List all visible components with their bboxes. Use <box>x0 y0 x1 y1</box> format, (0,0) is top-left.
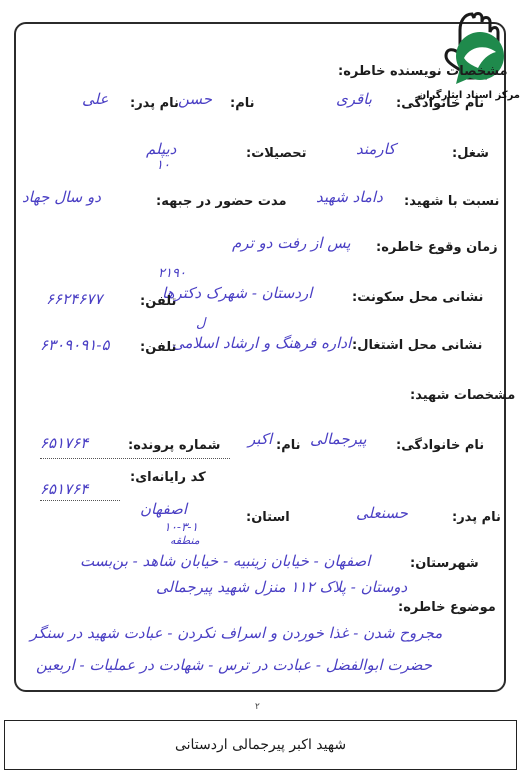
author-job-value: کارمند <box>356 140 396 158</box>
author-relation-value: داماد شهید <box>316 188 383 206</box>
martyr-topic-value-2: حضرت ابوالفضل - عبادت در ترس - شهادت در عملیات - اربعین <box>36 656 432 674</box>
author-address-value: اردستان - شهرک دکترها <box>162 284 313 302</box>
author-work-phone-label: تلفن: <box>140 340 177 355</box>
author-name-label: نام: <box>230 96 255 111</box>
logo-text: مرکز اسناد ایثارگران <box>417 90 520 101</box>
author-education-label: تحصیلات: <box>246 146 307 161</box>
author-address-label: نشانی محل سکونت: <box>352 290 484 305</box>
martyr-province-note-2: منطقه <box>170 534 200 547</box>
martyr-province-label: استان: <box>246 510 290 525</box>
author-work-phone-value: ۶۳۰۹۰۹۱-۵ <box>40 336 110 354</box>
martyr-father-label: نام پدر: <box>452 510 501 525</box>
author-address-note: ۲۱۹۰ <box>158 266 186 281</box>
martyr-code-value: ۶۵۱۷۶۴ <box>40 480 89 498</box>
author-father-value: علی <box>82 90 109 108</box>
author-father-label: نام پدر: <box>130 96 179 111</box>
martyr-name-label: نام: <box>276 438 301 453</box>
martyr-family-value: پیرجمالی <box>310 430 367 448</box>
code-dotted-line <box>40 500 120 501</box>
author-phone-label: تلفن: <box>140 294 177 309</box>
martyr-file-value: ۶۵۱۷۶۴ <box>40 434 89 452</box>
martyr-section-title: مشخصات شهید: <box>410 388 516 403</box>
author-relation-label: نسبت با شهید: <box>404 194 500 209</box>
martyr-father-value: حسنعلی <box>356 504 408 522</box>
author-front-value: دو سال جهاد <box>22 188 101 206</box>
martyr-province-value: اصفهان <box>140 500 187 518</box>
author-time-label: زمان وقوع خاطره: <box>376 240 498 255</box>
file-dotted-line <box>40 458 230 459</box>
author-family-label: نام خانوادگی: <box>396 96 485 111</box>
author-work-label: نشانی محل اشتغال: <box>352 338 483 353</box>
martyr-city-label: شهرستان: <box>410 556 479 571</box>
martyr-city-value: اصفهان - خیابان زینبیه - خیابان شاهد - بن‌بست <box>80 552 371 570</box>
author-family-value: باقری <box>336 90 372 108</box>
author-education-value-2: ۱۰ <box>156 158 170 173</box>
martyr-topic-value-1: مجروح شدن - غذا خوردن و اسراف نکردن - عبادت شهید در سنگر <box>30 624 443 642</box>
author-phone-value: ۶۶۲۴۶۷۷ <box>46 290 103 308</box>
martyr-code-label: کد رایانه‌ای: <box>130 470 206 485</box>
author-work-value: اداره فرهنگ و ارشاد اسلامی <box>172 334 352 352</box>
author-job-label: شغل: <box>452 146 489 161</box>
martyr-city-value-2: دوستان - پلاک ۱۱۲ منزل شهید پیرجمالی <box>156 578 408 596</box>
martyr-name-value: اکبر <box>248 430 273 448</box>
page-number: ۲ <box>255 702 260 712</box>
author-education-value: دیپلم <box>146 140 177 158</box>
author-time-value: پس از رفت دو ترم <box>232 234 351 252</box>
author-name-value: حسن <box>178 90 213 108</box>
martyr-province-note: ۱۰-۳-۱ <box>164 520 198 534</box>
martyr-file-label: شماره پرونده: <box>128 438 221 453</box>
author-work-note: ل <box>196 316 206 331</box>
author-front-label: مدت حضور در جبهه: <box>156 194 287 209</box>
martyr-family-label: نام خانوادگی: <box>396 438 485 453</box>
author-section-title: مشخصات نویسنده خاطره: <box>338 64 508 79</box>
footer-caption: شهید اکبر پیرجمالی اردستانی <box>4 720 517 770</box>
martyr-topic-label: موضوع خاطره: <box>398 600 496 615</box>
